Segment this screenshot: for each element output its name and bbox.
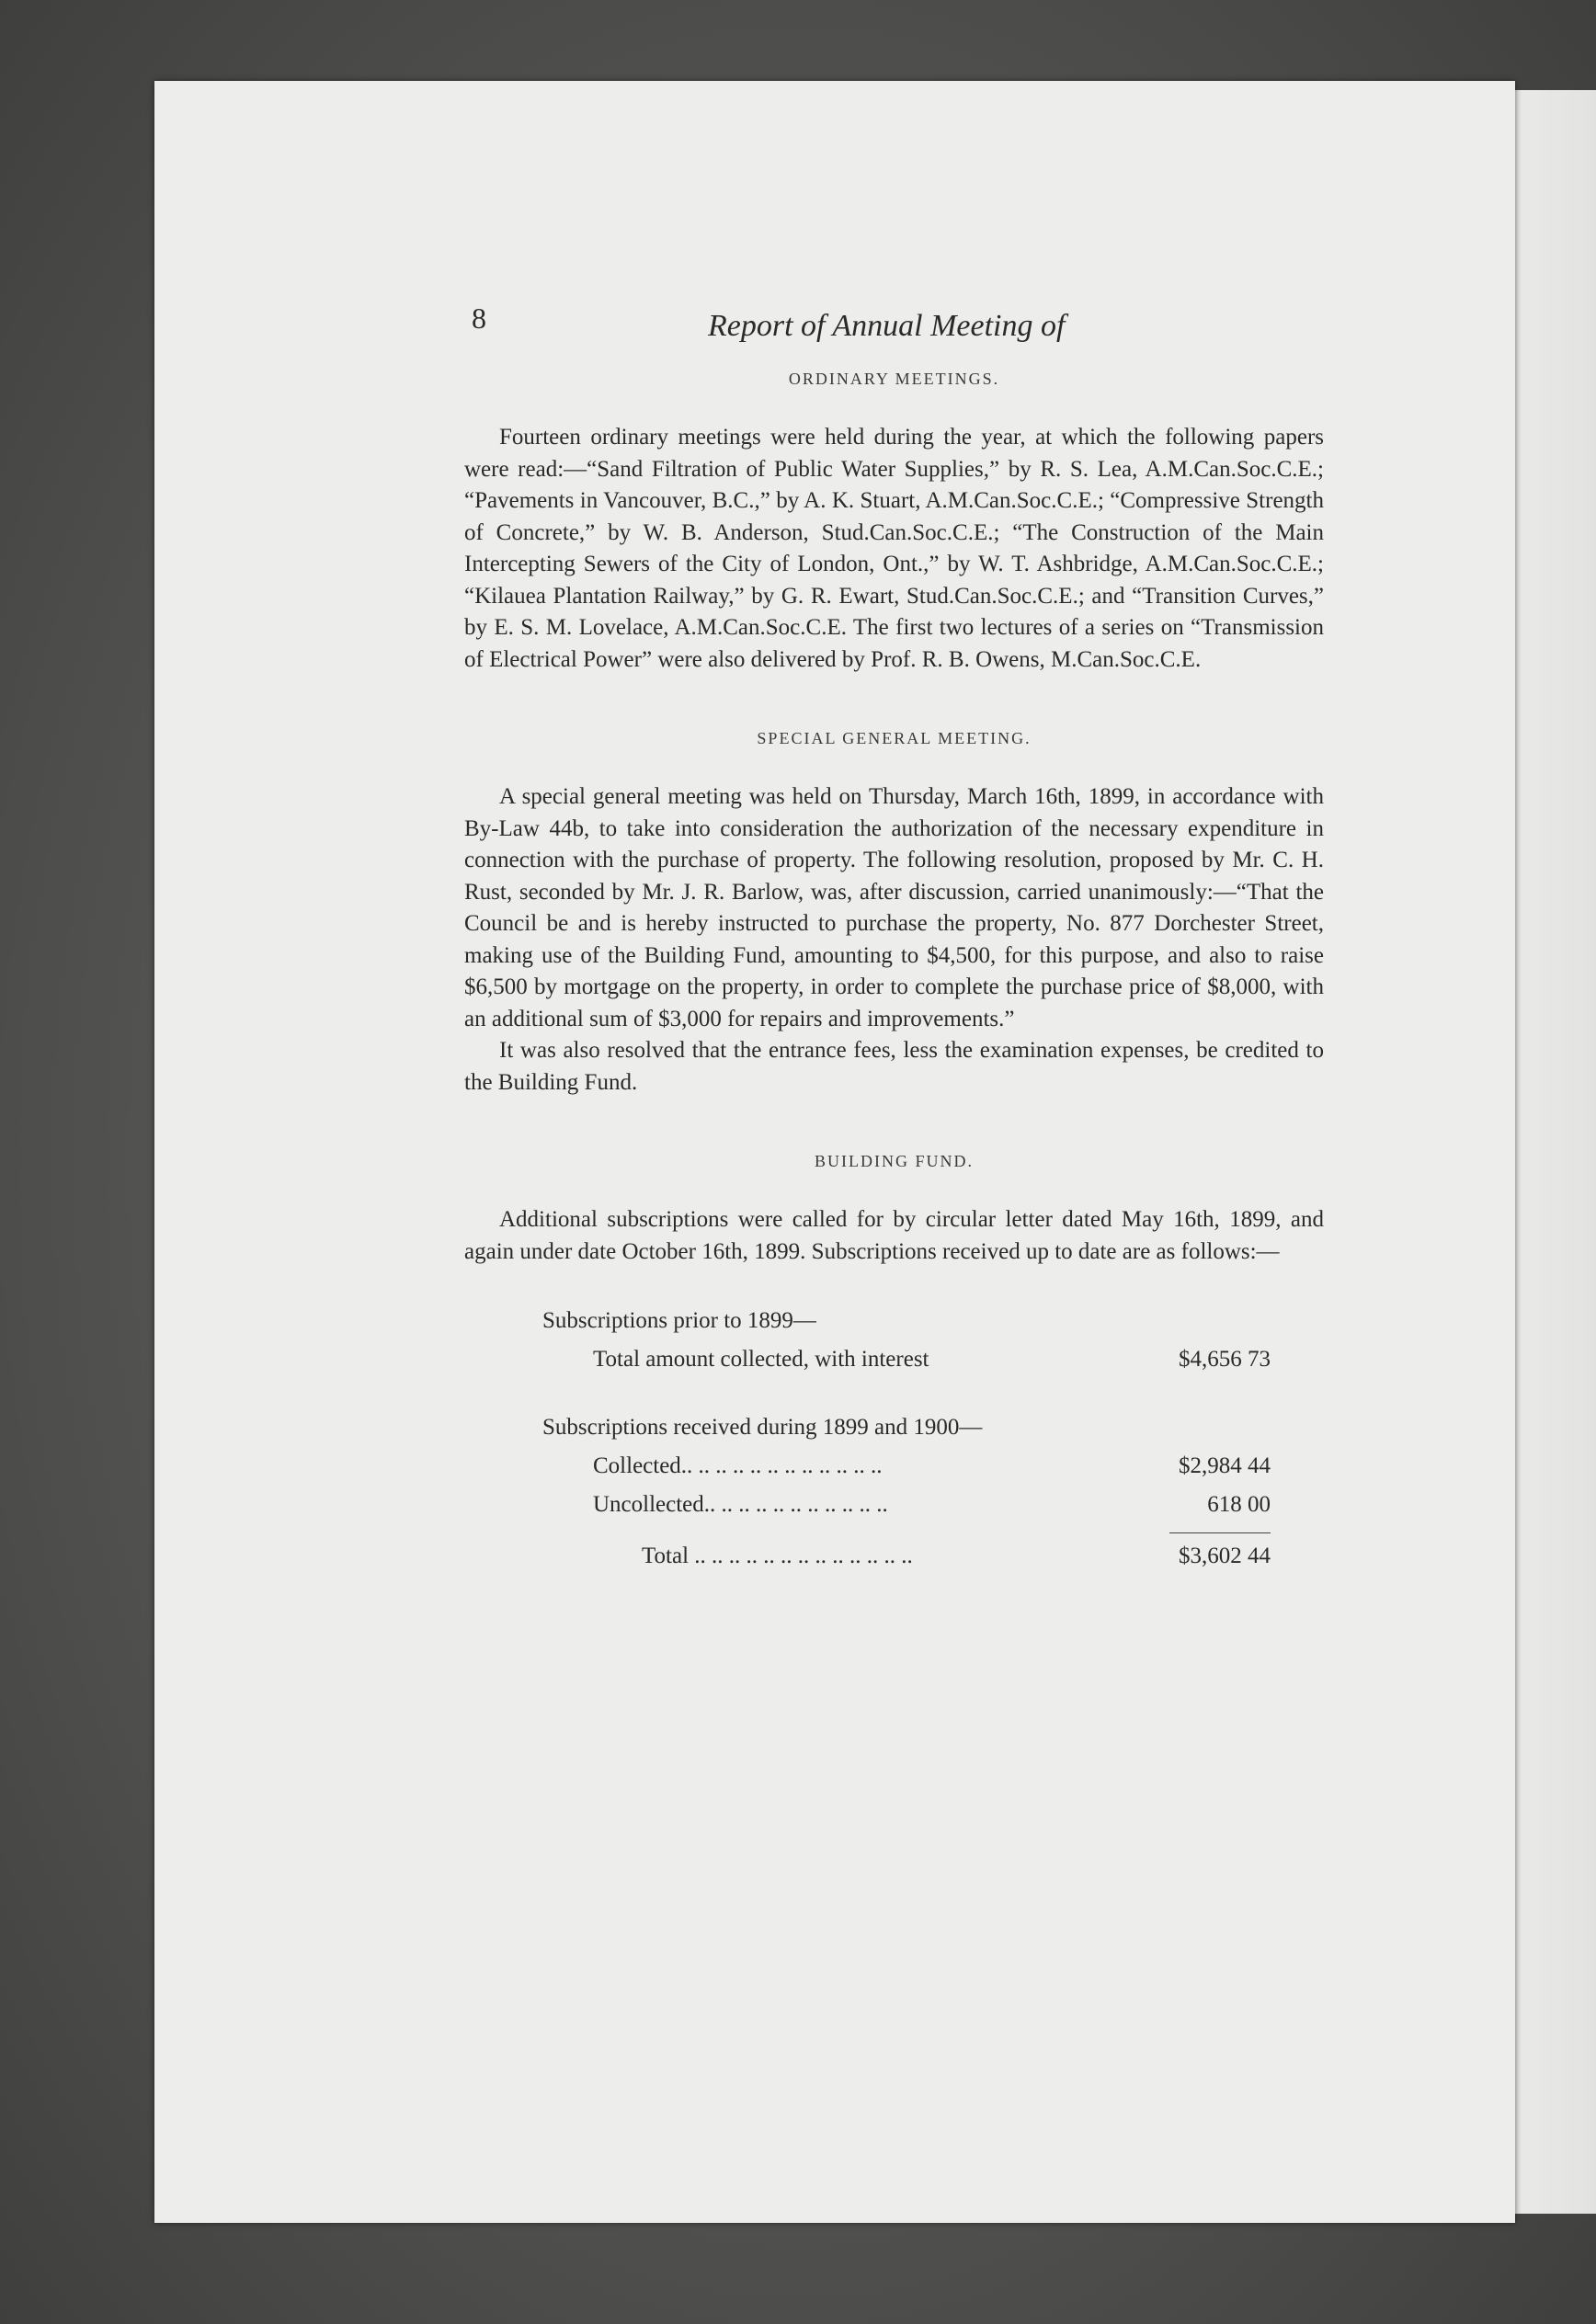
ledger-row [464,1488,1324,1527]
ledger-rule-row [464,1527,1324,1540]
ledger-row [464,1304,1324,1343]
special-general-meeting-heading: SPECIAL GENERAL MEETING. [757,729,1032,747]
page-header [464,294,1324,349]
ledger-row [464,1411,1324,1450]
sum-rule [1169,1532,1271,1533]
uncollected-label: Uncollected.. .. .. .. .. .. .. .. .. .. .. [593,1492,888,1517]
prior-total-label: Total amount collected, with interest [593,1347,929,1372]
building-fund-paragraph: Additional subscriptions were called for by circular letter dated May 16th, 1899, and again under date October 16th, 1899. Subscriptions received up to date are as follows:— [464,1207,1324,1264]
special-meeting-paragraph: A special general meeting was held on Thursday, March 16th, 1899, in accordance with By-Law 44b, to take into consideration the authorization of the necessary expenditure in connection with the purchase of property. The following resolution, proposed by Mr. C. H. Rust, seconded by Mr. J. R. Barlow, was, after discussion, carried unanimously:—“That the Council be and is hereby instructed to purchase the property, No. 877 Dorchester Street, making use of the Building Fund, amounting to $4,500, for this purpose, and also to raise $6,500 by mortgage on the property, in order to complete the purchase price of $8,000, with an additional sum of $3,000 for repairs and improvements.” [464,784,1324,1031]
prior-subscriptions-heading: Subscriptions prior to 1899— [542,1308,816,1333]
collected-label: Collected.. .. .. .. .. .. .. .. .. .. .. .. [593,1453,883,1478]
ordinary-meetings-paragraph: Fourteen ordinary meetings were held during the year, at which the following papers were read:—“Sand Filtration of Public Water Supplies,” by R. S. Lea, A.M.Can.Soc.C.E.; “Pavements in Vancouver, B.C.,” by A. K. Stuart, A.M.Can.Soc.C.E.; “Compressive Strength of Concrete,” by W. B. Anderson, Stud.Can.Soc.C.E.; “The Construction of the Main Intercepting Sewers of the City of London, Ont.,” by W. T. Ashbridge, A.M.Can.Soc.C.E.; “Kilauea Plantation Railway,” by G. R. Ewart, Stud.Can.Soc.C.E.; and “Transition Curves,” by E. S. M. Lovelace, A.M.Can.Soc.C.E. The first two lectures of a series on “Transmission of Electrical Power” were also delivered by Prof. R. B. Owens, M.Can.Soc.C.E. [464,425,1324,672]
collected-amount: $2,984 44 [1179,1453,1271,1478]
special-meeting-resolution-paragraph: It was also resolved that the entrance fees, less the examination expenses, be credited to the Building Fund. [464,1038,1324,1095]
subscriptions-ledger [464,1304,1324,1578]
ledger-row [464,1450,1324,1488]
running-title: Report of Annual Meeting of [708,309,1066,343]
uncollected-amount: 618 00 [1207,1492,1271,1517]
ledger-row [464,1540,1324,1578]
total-amount: $3,602 44 [1179,1544,1271,1568]
prior-total-amount: $4,656 73 [1179,1347,1271,1372]
received-subscriptions-heading: Subscriptions received during 1899 and 1900— [542,1415,983,1440]
total-label: Total .. .. .. .. .. .. .. .. .. .. .. .. .. [642,1544,913,1568]
building-fund-heading: BUILDING FUND. [815,1152,974,1170]
ledger-row [464,1343,1324,1382]
page-text [464,294,1324,1578]
facing-page-edge [1510,90,1596,2214]
ordinary-meetings-heading: ORDINARY MEETINGS. [788,370,1000,388]
page-number: 8 [472,302,486,335]
